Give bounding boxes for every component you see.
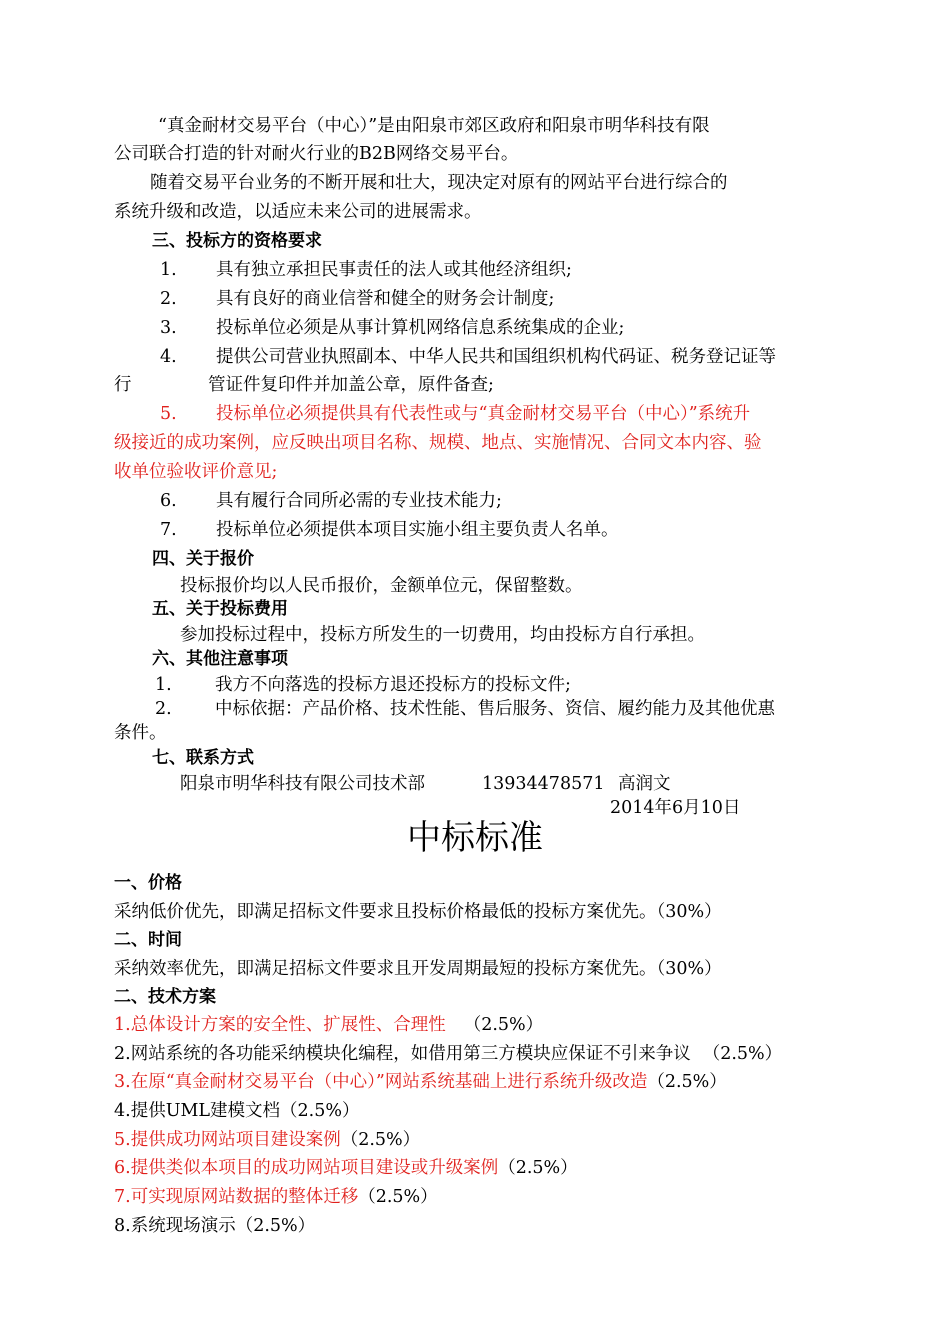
item-continuation: 管证件复印件并加盖公章，原件备查;: [208, 375, 494, 395]
section-text: 采纳低价优先，即满足招标文件要求且投标价格最低的投标方案优先。（30%）: [114, 902, 722, 922]
criteria-item: [114, 1070, 727, 1094]
criteria-label: 3.在原“真金耐材交易平台（中心）”网站系统基础上进行系统升级改造: [114, 1072, 648, 1092]
item-continuation: 条件。: [114, 723, 167, 743]
document-date: 2014年6月10日: [610, 798, 741, 818]
section-heading: 三、投标方的资格要求: [152, 231, 322, 251]
criteria-label: 5.提供成功网站项目建设案例: [114, 1130, 341, 1150]
criteria-title: 中标标准: [407, 818, 543, 858]
criteria-item: [114, 1042, 782, 1066]
intro-line: 系统升级和改造，以适应未来公司的进展需求。: [114, 202, 482, 222]
criteria-label: 6.提供类似本项目的成功网站项目建设或升级案例: [114, 1158, 499, 1178]
section-heading: 四、关于报价: [152, 549, 254, 569]
criteria-item: [114, 1128, 420, 1152]
criteria-score: （2.5%）: [647, 1072, 727, 1092]
item-number: 2.: [155, 699, 172, 719]
item-text: 具有履行合同所必需的专业技术能力;: [216, 491, 502, 511]
criteria-label: 2.网站系统的各功能采纳模块化编程，如借用第三方模块应保证不引来争议: [114, 1044, 691, 1064]
list-item: [160, 489, 502, 513]
criteria-item: [114, 1013, 543, 1037]
criteria-item: [114, 1185, 438, 1209]
intro-line: 公司联合打造的针对耐火行业的B2B网络交易平台。: [114, 144, 519, 164]
item-number: 6.: [160, 491, 177, 511]
item-number: 5.: [160, 404, 177, 424]
item-text: 我方不向落选的投标方退还投标方的投标文件;: [215, 675, 571, 695]
criteria-score: （2.5%）: [358, 1187, 438, 1207]
item-number: 4.: [160, 347, 177, 367]
item-text: 投标单位必须提供本项目实施小组主要负责人名单。: [216, 520, 619, 540]
item-text: 具有独立承担民事责任的法人或其他经济组织;: [216, 260, 572, 280]
section-heading: 二、技术方案: [114, 987, 216, 1007]
list-item: [160, 287, 554, 311]
contact-phone: 13934478571: [482, 774, 605, 794]
criteria-label: 7.可实现原网站数据的整体迁移: [114, 1187, 359, 1207]
contact-person: 高润文: [618, 774, 671, 794]
section-heading: 五、关于投标费用: [152, 599, 288, 619]
list-item: [155, 697, 775, 721]
item-text: 中标依据：产品价格、技术性能、售后服务、资信、履约能力及其他优惠: [215, 699, 775, 719]
criteria-item: [114, 1214, 315, 1238]
section-heading: 七、联系方式: [152, 748, 254, 768]
section-text: 投标报价均以人民币报价，金额单位元，保留整数。: [180, 576, 583, 596]
item-number: 2.: [160, 289, 177, 309]
section-text: 采纳效率优先，即满足招标文件要求且开发周期最短的投标方案优先。（30%）: [114, 959, 722, 979]
list-item: [160, 345, 776, 369]
item-number: 7.: [160, 520, 177, 540]
item-text: 投标单位必须是从事计算机网络信息系统集成的企业;: [216, 318, 625, 338]
criteria-item: [114, 1156, 578, 1180]
criteria-label: 1.总体设计方案的安全性、扩展性、合理性: [114, 1015, 446, 1035]
item-text: 具有良好的商业信誉和健全的财务会计制度;: [216, 289, 555, 309]
section-heading: 六、其他注意事项: [152, 649, 288, 669]
criteria-label: 8.系统现场演示: [114, 1216, 236, 1236]
intro-line: 随着交易平台业务的不断开展和壮大，现决定对原有的网站平台进行综合的: [150, 173, 728, 193]
list-item: [160, 518, 619, 542]
criteria-score: （2.5%）: [340, 1130, 421, 1150]
list-item: [155, 673, 571, 697]
item-continuation: 收单位验收评价意见;: [114, 462, 278, 482]
criteria-label: 4.提供UML建模文档: [114, 1101, 280, 1121]
section-text: 参加投标过程中，投标方所发生的一切费用，均由投标方自行承担。: [180, 625, 705, 645]
item-number: 3.: [160, 318, 177, 338]
criteria-score: （2.5%）: [498, 1158, 578, 1178]
contact-company: 阳泉市明华科技有限公司技术部: [180, 774, 425, 794]
item-number: 1.: [155, 675, 172, 695]
item-text: 提供公司营业执照副本、中华人民共和国组织机构代码证、税务登记证等: [216, 347, 776, 367]
list-item: [160, 316, 624, 340]
item-continuation: 行: [114, 375, 132, 395]
list-item: [160, 258, 572, 282]
criteria-score: （2.5%）: [235, 1216, 316, 1236]
criteria-item: [114, 1099, 359, 1123]
list-item-highlighted: [160, 402, 750, 426]
section-heading: 一、价格: [114, 873, 182, 893]
item-continuation: 级接近的成功案例，应反映出项目名称、规模、地点、实施情况、合同文本内容、验: [114, 433, 762, 453]
section-heading: 二、时间: [114, 930, 182, 950]
item-number: 1.: [160, 260, 177, 280]
criteria-score: （2.5%）: [702, 1044, 783, 1064]
criteria-score: （2.5%）: [280, 1101, 360, 1121]
item-text: 投标单位必须提供具有代表性或与“真金耐材交易平台（中心）”系统升: [216, 404, 751, 424]
criteria-score: （2.5%）: [463, 1015, 544, 1035]
intro-line: “真金耐材交易平台（中心）”是由阳泉市郊区政府和阳泉市明华科技有限: [158, 116, 710, 136]
